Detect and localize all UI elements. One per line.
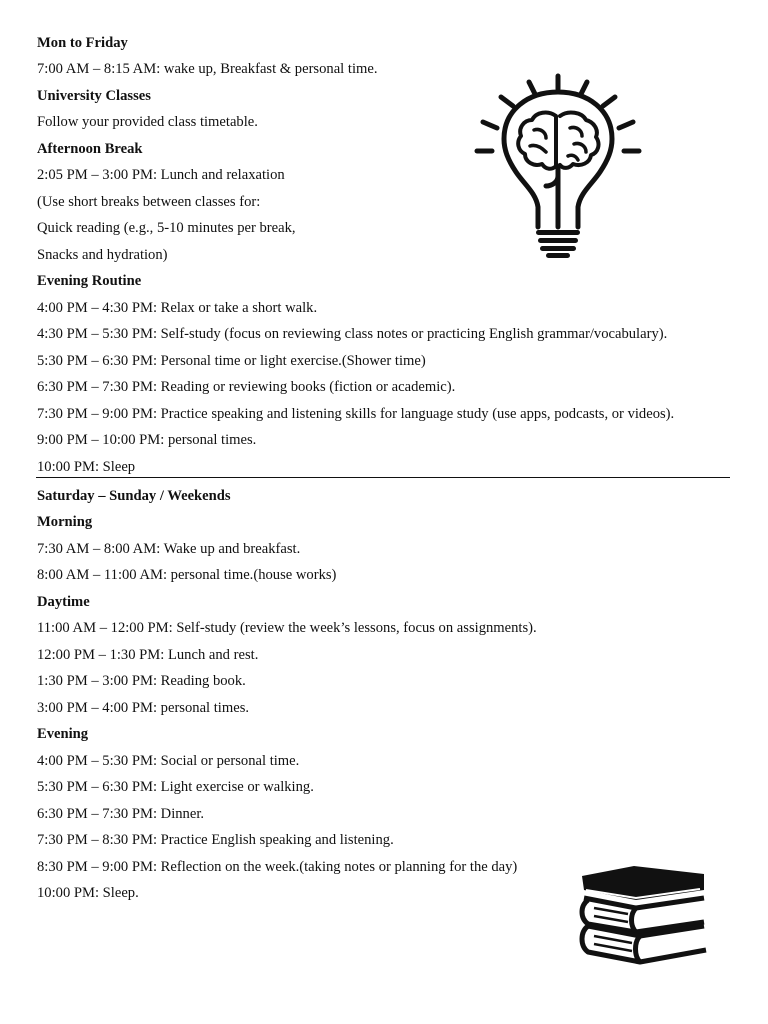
schedule-item: 1:30 PM – 3:00 PM: Reading book. xyxy=(37,673,246,689)
weekend-evening-heading: Evening xyxy=(37,726,89,742)
weekday-wake-line: 7:00 AM – 8:15 AM: wake up, Breakfast & personal time. xyxy=(37,61,378,77)
schedule-item: 10:00 PM: Sleep xyxy=(37,459,136,475)
classes-heading: University Classes xyxy=(37,88,151,104)
schedule-item: 5:30 PM – 6:30 PM: Personal time or light exercise.(Shower time) xyxy=(37,353,426,369)
schedule-item: 6:30 PM – 7:30 PM: Dinner. xyxy=(37,806,205,822)
schedule-item: 3:00 PM – 4:00 PM: personal times. xyxy=(37,700,250,716)
schedule-item: 8:30 PM – 9:00 PM: Reflection on the week.(taking notes or planning for the day) xyxy=(37,859,518,875)
schedule-item: 7:30 PM – 8:30 PM: Practice English speaking and listening. xyxy=(37,832,394,848)
lightbulb-brain-icon xyxy=(472,72,644,258)
afternoon-break-heading: Afternoon Break xyxy=(37,141,143,157)
evening-routine-heading: Evening Routine xyxy=(37,273,142,289)
schedule-item: 9:00 PM – 10:00 PM: personal times. xyxy=(37,432,257,448)
schedule-item: 4:00 PM – 5:30 PM: Social or personal time. xyxy=(37,753,300,769)
daytime-heading: Daytime xyxy=(37,594,90,610)
section-divider xyxy=(36,477,730,478)
schedule-item: 11:00 AM – 12:00 PM: Self-study (review the week’s lessons, focus on assignments). xyxy=(37,620,537,636)
weekend-heading: Saturday – Sunday / Weekends xyxy=(37,488,231,504)
morning-heading: Morning xyxy=(37,514,93,530)
afternoon-break-lunch: 2:05 PM – 3:00 PM: Lunch and relaxation xyxy=(37,167,285,183)
afternoon-break-note: (Use short breaks between classes for: xyxy=(37,194,261,210)
schedule-item: 7:30 AM – 8:00 AM: Wake up and breakfast. xyxy=(37,541,301,557)
afternoon-break-note: Quick reading (e.g., 5-10 minutes per break, xyxy=(37,220,296,236)
weekday-heading: Mon to Friday xyxy=(37,35,128,51)
schedule-item: 4:00 PM – 4:30 PM: Relax or take a short walk. xyxy=(37,300,318,316)
schedule-item: 10:00 PM: Sleep. xyxy=(37,885,139,901)
schedule-item: 8:00 AM – 11:00 AM: personal time.(house works) xyxy=(37,567,337,583)
classes-text: Follow your provided class timetable. xyxy=(37,114,258,130)
schedule-item: 5:30 PM – 6:30 PM: Light exercise or walking. xyxy=(37,779,314,795)
book-stack-icon xyxy=(572,862,710,966)
schedule-item: 7:30 PM – 9:00 PM: Practice speaking and listening skills for language study (use apps, podcasts, or videos). xyxy=(37,406,675,422)
afternoon-break-note: Snacks and hydration) xyxy=(37,247,168,263)
schedule-item: 4:30 PM – 5:30 PM: Self-study (focus on reviewing class notes or practicing English grammar/vocabulary). xyxy=(37,326,668,342)
schedule-item: 6:30 PM – 7:30 PM: Reading or reviewing books (fiction or academic). xyxy=(37,379,456,395)
schedule-item: 12:00 PM – 1:30 PM: Lunch and rest. xyxy=(37,647,259,663)
